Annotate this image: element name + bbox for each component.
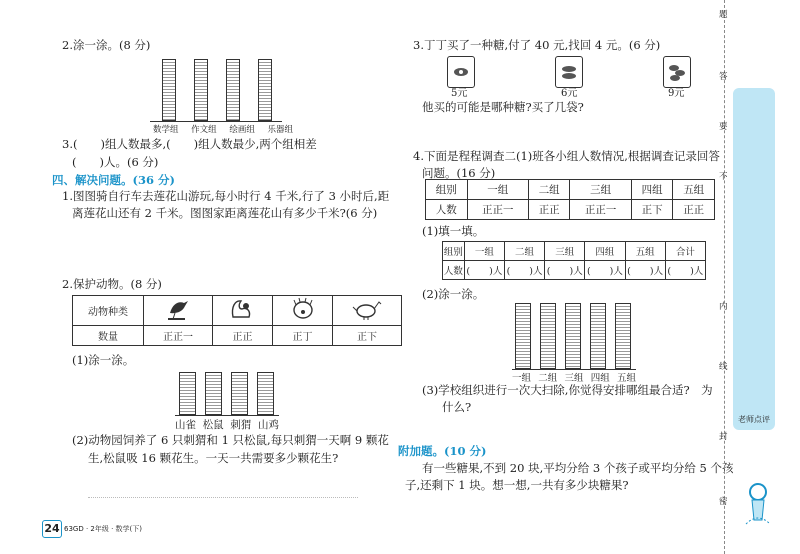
table-cell: 正下 (333, 326, 402, 346)
price-label: 6元 (561, 88, 578, 99)
table-header: 动物种类 (73, 296, 144, 326)
table-cell: 一组 (464, 242, 504, 261)
bird-icon (144, 296, 213, 326)
table-cell: 正下 (631, 200, 673, 220)
candy-bag-icon (555, 56, 583, 88)
bar-grid (162, 59, 176, 121)
problem1-line2: 离莲花山还有 2 千米。图图家距离莲花山有多少千米?(6 分) (72, 206, 378, 220)
survey-table (425, 179, 715, 220)
bar-label: 乐器组 (267, 125, 293, 135)
cut-mark: 要 (719, 122, 728, 132)
table-cell: 五组 (673, 180, 715, 200)
cut-line (724, 0, 725, 554)
cut-mark: 内 (719, 302, 728, 312)
answer-cell[interactable]: ( )人 (464, 261, 504, 280)
table-cell: 合计 (665, 242, 705, 261)
table-cell: 人数 (426, 200, 468, 220)
bar-label: 绘画组 (229, 125, 255, 135)
bar-labels (175, 418, 279, 432)
fill-table (442, 241, 706, 280)
book-code: 63GD · 2年级 · 数学(下) (64, 525, 142, 533)
problem4-q3-line2: 什么? (442, 400, 472, 414)
cut-mark: 密 (719, 497, 728, 507)
bar-grid (615, 303, 631, 369)
chart-baseline (150, 121, 282, 122)
divider (88, 497, 358, 498)
group-bar-chart-2 (512, 303, 640, 373)
paint-title: (2)涂一涂。 (422, 287, 485, 301)
problem3-question: 他买的可能是哪种糖?买了几袋? (422, 100, 584, 114)
subquestion-line1: (2)动物园饲养了 6 只刺猬和 1 只松鼠,每只刺猬一天啊 9 颗花 (72, 433, 389, 447)
bar-label: 山雀 (175, 419, 196, 431)
hedgehog-icon (272, 296, 332, 326)
teacher-comment-label: 老师点评 (738, 415, 770, 424)
bonus-line1: 有一些糖果,不到 20 块,平均分给 3 个孩子或平均分给 5 个孩 (422, 461, 734, 475)
bar-grid (565, 303, 581, 369)
table-cell: 正正 (673, 200, 715, 220)
bar-grid (257, 372, 274, 415)
bar-label: 四组 (590, 373, 610, 384)
problem3-title: 3.丁丁买了一种糖,付了 40 元,找回 4 元。(6 分) (413, 38, 661, 52)
cut-mark: 封 (719, 432, 728, 442)
bar-grid (205, 372, 222, 415)
table-cell: 二组 (504, 242, 544, 261)
table-cell: 四组 (631, 180, 673, 200)
problem1-line1: 1.图图骑自行车去莲花山游玩,每小时行 4 千米,行了 3 小时后,距 (62, 189, 390, 203)
answer-cell[interactable]: ( )人 (585, 261, 625, 280)
q2-title: 2.涂一涂。(8 分) (62, 38, 151, 52)
table-cell: 人数 (443, 261, 465, 280)
table-cell: 正正 (528, 200, 570, 220)
table-cell: 四组 (585, 242, 625, 261)
bar-grid (258, 59, 272, 121)
cut-mark: 答 (719, 72, 728, 82)
bar-label: 三组 (564, 373, 584, 384)
teacher-comment-panel[interactable] (733, 88, 775, 430)
q3-line2: ( )人。(6 分) (72, 155, 159, 169)
cut-mark: 不 (719, 172, 728, 182)
bar-labels (153, 123, 293, 135)
page-number: 24 (42, 520, 62, 538)
bar-label: 山鸡 (257, 419, 279, 431)
answer-cell[interactable]: ( )人 (545, 261, 585, 280)
problem4-line2: 问题。(16 分) (422, 166, 496, 180)
animal-table (72, 295, 402, 346)
bar-label: 松鼠 (202, 419, 224, 431)
mascot-icon (738, 472, 778, 536)
bar-grid (515, 303, 531, 369)
table-cell: 正正一 (144, 326, 213, 346)
pheasant-icon (333, 296, 402, 326)
bar-label: 一组 (512, 373, 532, 384)
table-cell: 二组 (528, 180, 570, 200)
bar-grid (590, 303, 606, 369)
section-heading: 四、解决问题。(36 分) (52, 173, 175, 187)
candy-bag-icon (447, 56, 475, 88)
bar-label: 数学组 (153, 125, 179, 135)
problem4-line1: 4.下面是程程调查二(1)班各小组人数情况,根据调查记录回答 (413, 149, 720, 163)
table-cell: 正丁 (272, 326, 332, 346)
bar-label: 作文组 (191, 125, 217, 135)
problem4-q3-line1: (3)学校组织进行一次大扫除,你觉得安排哪组最合适? 为 (422, 383, 713, 397)
bar-grid (179, 372, 196, 415)
squirrel-icon (212, 296, 272, 326)
table-cell: 正正 (212, 326, 272, 346)
answer-cell[interactable]: ( )人 (665, 261, 705, 280)
price-label: 5元 (451, 88, 468, 99)
subquestion-label: (1)涂一涂。 (72, 353, 135, 367)
table-cell: 三组 (545, 242, 585, 261)
bar-label: 二组 (538, 373, 558, 384)
row-label: 数量 (73, 326, 144, 346)
candy-bag-icon (663, 56, 691, 88)
bonus-heading: 附加题。(10 分) (398, 444, 487, 458)
cut-mark: 题 (719, 10, 728, 20)
chart-baseline (175, 415, 279, 416)
fill-title: (1)填一填。 (422, 224, 485, 238)
subquestion-line2: 生,松鼠吸 16 颗花生。一天一共需要多少颗花生? (88, 451, 339, 465)
bar-label: 五组 (616, 373, 636, 384)
bar-label: 刺猬 (230, 419, 252, 431)
bonus-line2: 子,还剩下 1 块。想一想,一共有多少块糖果? (405, 478, 629, 492)
table-cell: 正正一 (467, 200, 528, 220)
table-cell: 组别 (443, 242, 465, 261)
group-bar-chart (150, 55, 280, 130)
bar-labels (512, 370, 636, 384)
answer-cell[interactable]: ( )人 (625, 261, 665, 280)
bar-grid (194, 59, 208, 121)
problem2-title: 2.保护动物。(8 分) (62, 277, 162, 291)
table-cell: 组别 (426, 180, 468, 200)
bar-grid (540, 303, 556, 369)
table-cell: 一组 (467, 180, 528, 200)
animal-bar-chart (175, 372, 285, 417)
price-label: 9元 (668, 88, 685, 99)
table-cell: 五组 (625, 242, 665, 261)
table-cell: 三组 (570, 180, 631, 200)
cut-mark: 线 (719, 362, 728, 372)
bar-grid (231, 372, 248, 415)
q3-line1: 3.( )组人数最多,( )组人数最少,两个组相差 (62, 137, 317, 151)
table-cell: 正正一 (570, 200, 631, 220)
answer-cell[interactable]: ( )人 (504, 261, 544, 280)
bar-grid (226, 59, 240, 121)
